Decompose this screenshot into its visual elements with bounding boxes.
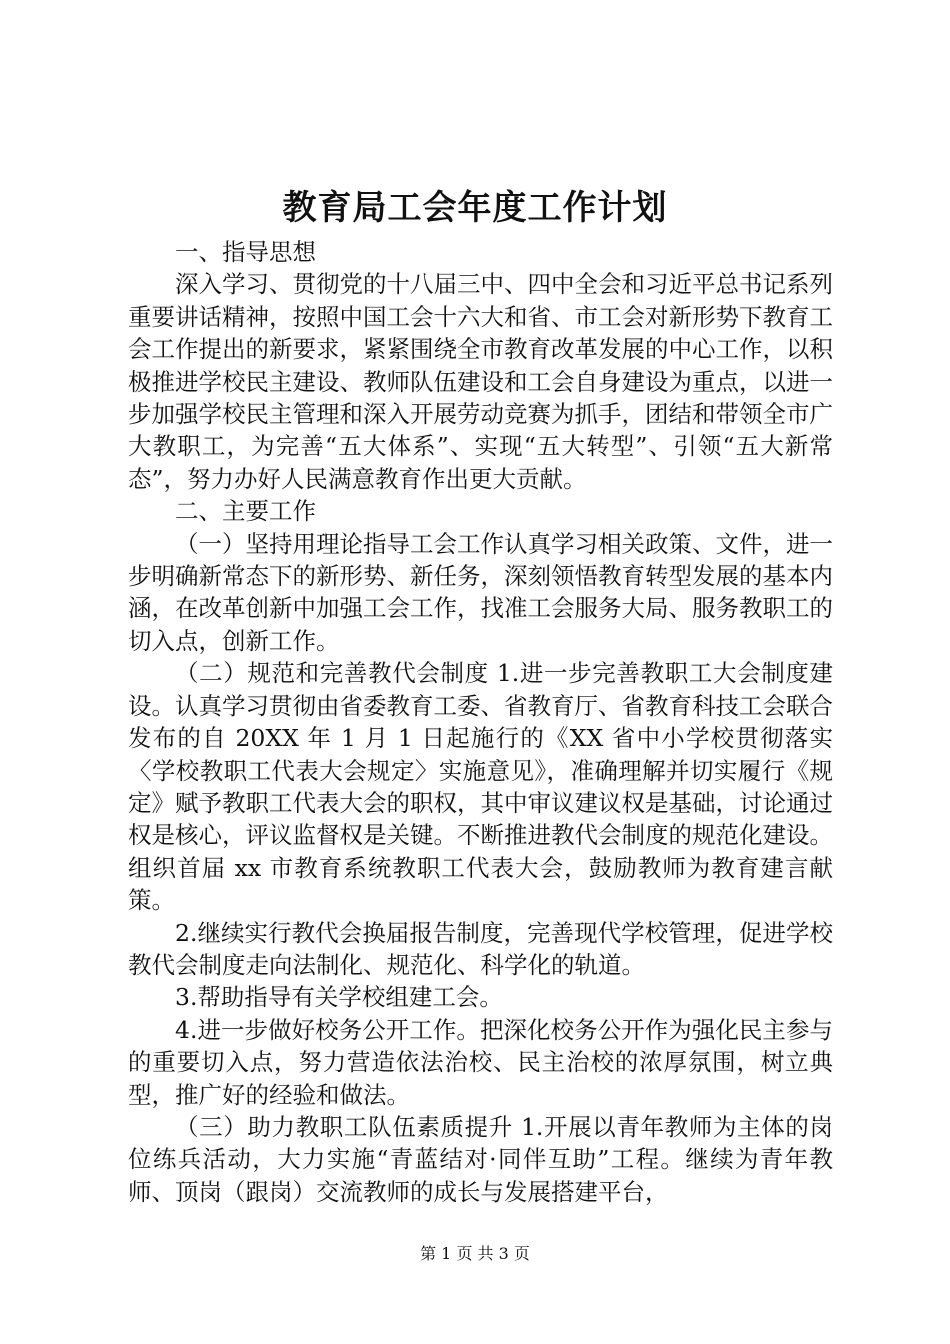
- paragraph-staff-quality: （三）助力教职工队伍素质提升 1.开展以青年教师为主体的岗位练兵活动，大力实施“青蓝结对·同伴互助”工程。继续为青年教师、顶岗（跟岗）交流教师的成长与发展搭建平台，: [128, 1112, 833, 1206]
- paragraph-theory-guidance: （一）坚持用理论指导工会工作认真学习相关政策、文件，进一步明确新常态下的新形势、新任务，深刻领悟教育转型发展的基本内涵，在改革创新中加强工会工作，找准工会服务大局、服务教职工的切入点，创新工作。: [128, 529, 833, 655]
- paragraph-union-formation: 3.帮助指导有关学校组建工会。: [175, 983, 503, 1012]
- section-heading-main-work: 二、主要工作: [175, 497, 316, 526]
- paragraph-school-affairs: 4.进一步做好校务公开工作。把深化校务公开作为强化民主参与的重要切入点，努力营造依法治校、民主治校的浓厚氛围，树立典型，推广好的经验和做法。: [128, 1015, 833, 1109]
- paragraph-guiding-ideology: 深入学习、贯彻党的十八届三中、四中全会和习近平总书记系列重要讲话精神，按照中国工会十六大和省、市工会对新形势下教育工会工作提出的新要求，紧紧围绕全市教育改革发展的中心工作，以积极推进学校民主建设、教师队伍建设和工会自身建设为重点，以进一步加强学校民主管理和深入开展劳动竞赛为抓手，团结和带领全市广大教职工，为完善“五大体系”、实现“五大转型”、引领“五大新常态”，努力办好人民满意教育作出更大贡献。: [128, 270, 833, 493]
- document-title: 教育局工会年度工作计划: [282, 188, 668, 228]
- page-number: 第 1 页 共 3 页: [420, 1244, 530, 1263]
- section-heading-guiding-ideology: 一、指导思想: [175, 238, 316, 266]
- document-body: [128, 236, 833, 1208]
- paragraph-reporting-system: 2.继续实行教代会换届报告制度，完善现代学校管理，促进学校教代会制度走向法制化、规范化、科学化的轨道。: [128, 918, 833, 979]
- paragraph-staff-congress-system: （二）规范和完善教代会制度 1.进一步完善教职工大会制度建设。认真学习贯彻由省委教育工委、省教育厅、省教育科技工会联合发布的自 20XX 年 1 月 1 日起施行的《XX 省中小学校贯彻落实〈学校教职工代表大会规定〉实施意见》，准确理解并切实履行《规定》赋予教职工代表大会的职权，其中审议建议权是基础，讨论通过权是核心，评议监督权是关键。不断推进教代会制度的规范化建设。组织首届 xx 市教育系统教职工代表大会，鼓励教师为教育建言献策。: [128, 659, 833, 915]
